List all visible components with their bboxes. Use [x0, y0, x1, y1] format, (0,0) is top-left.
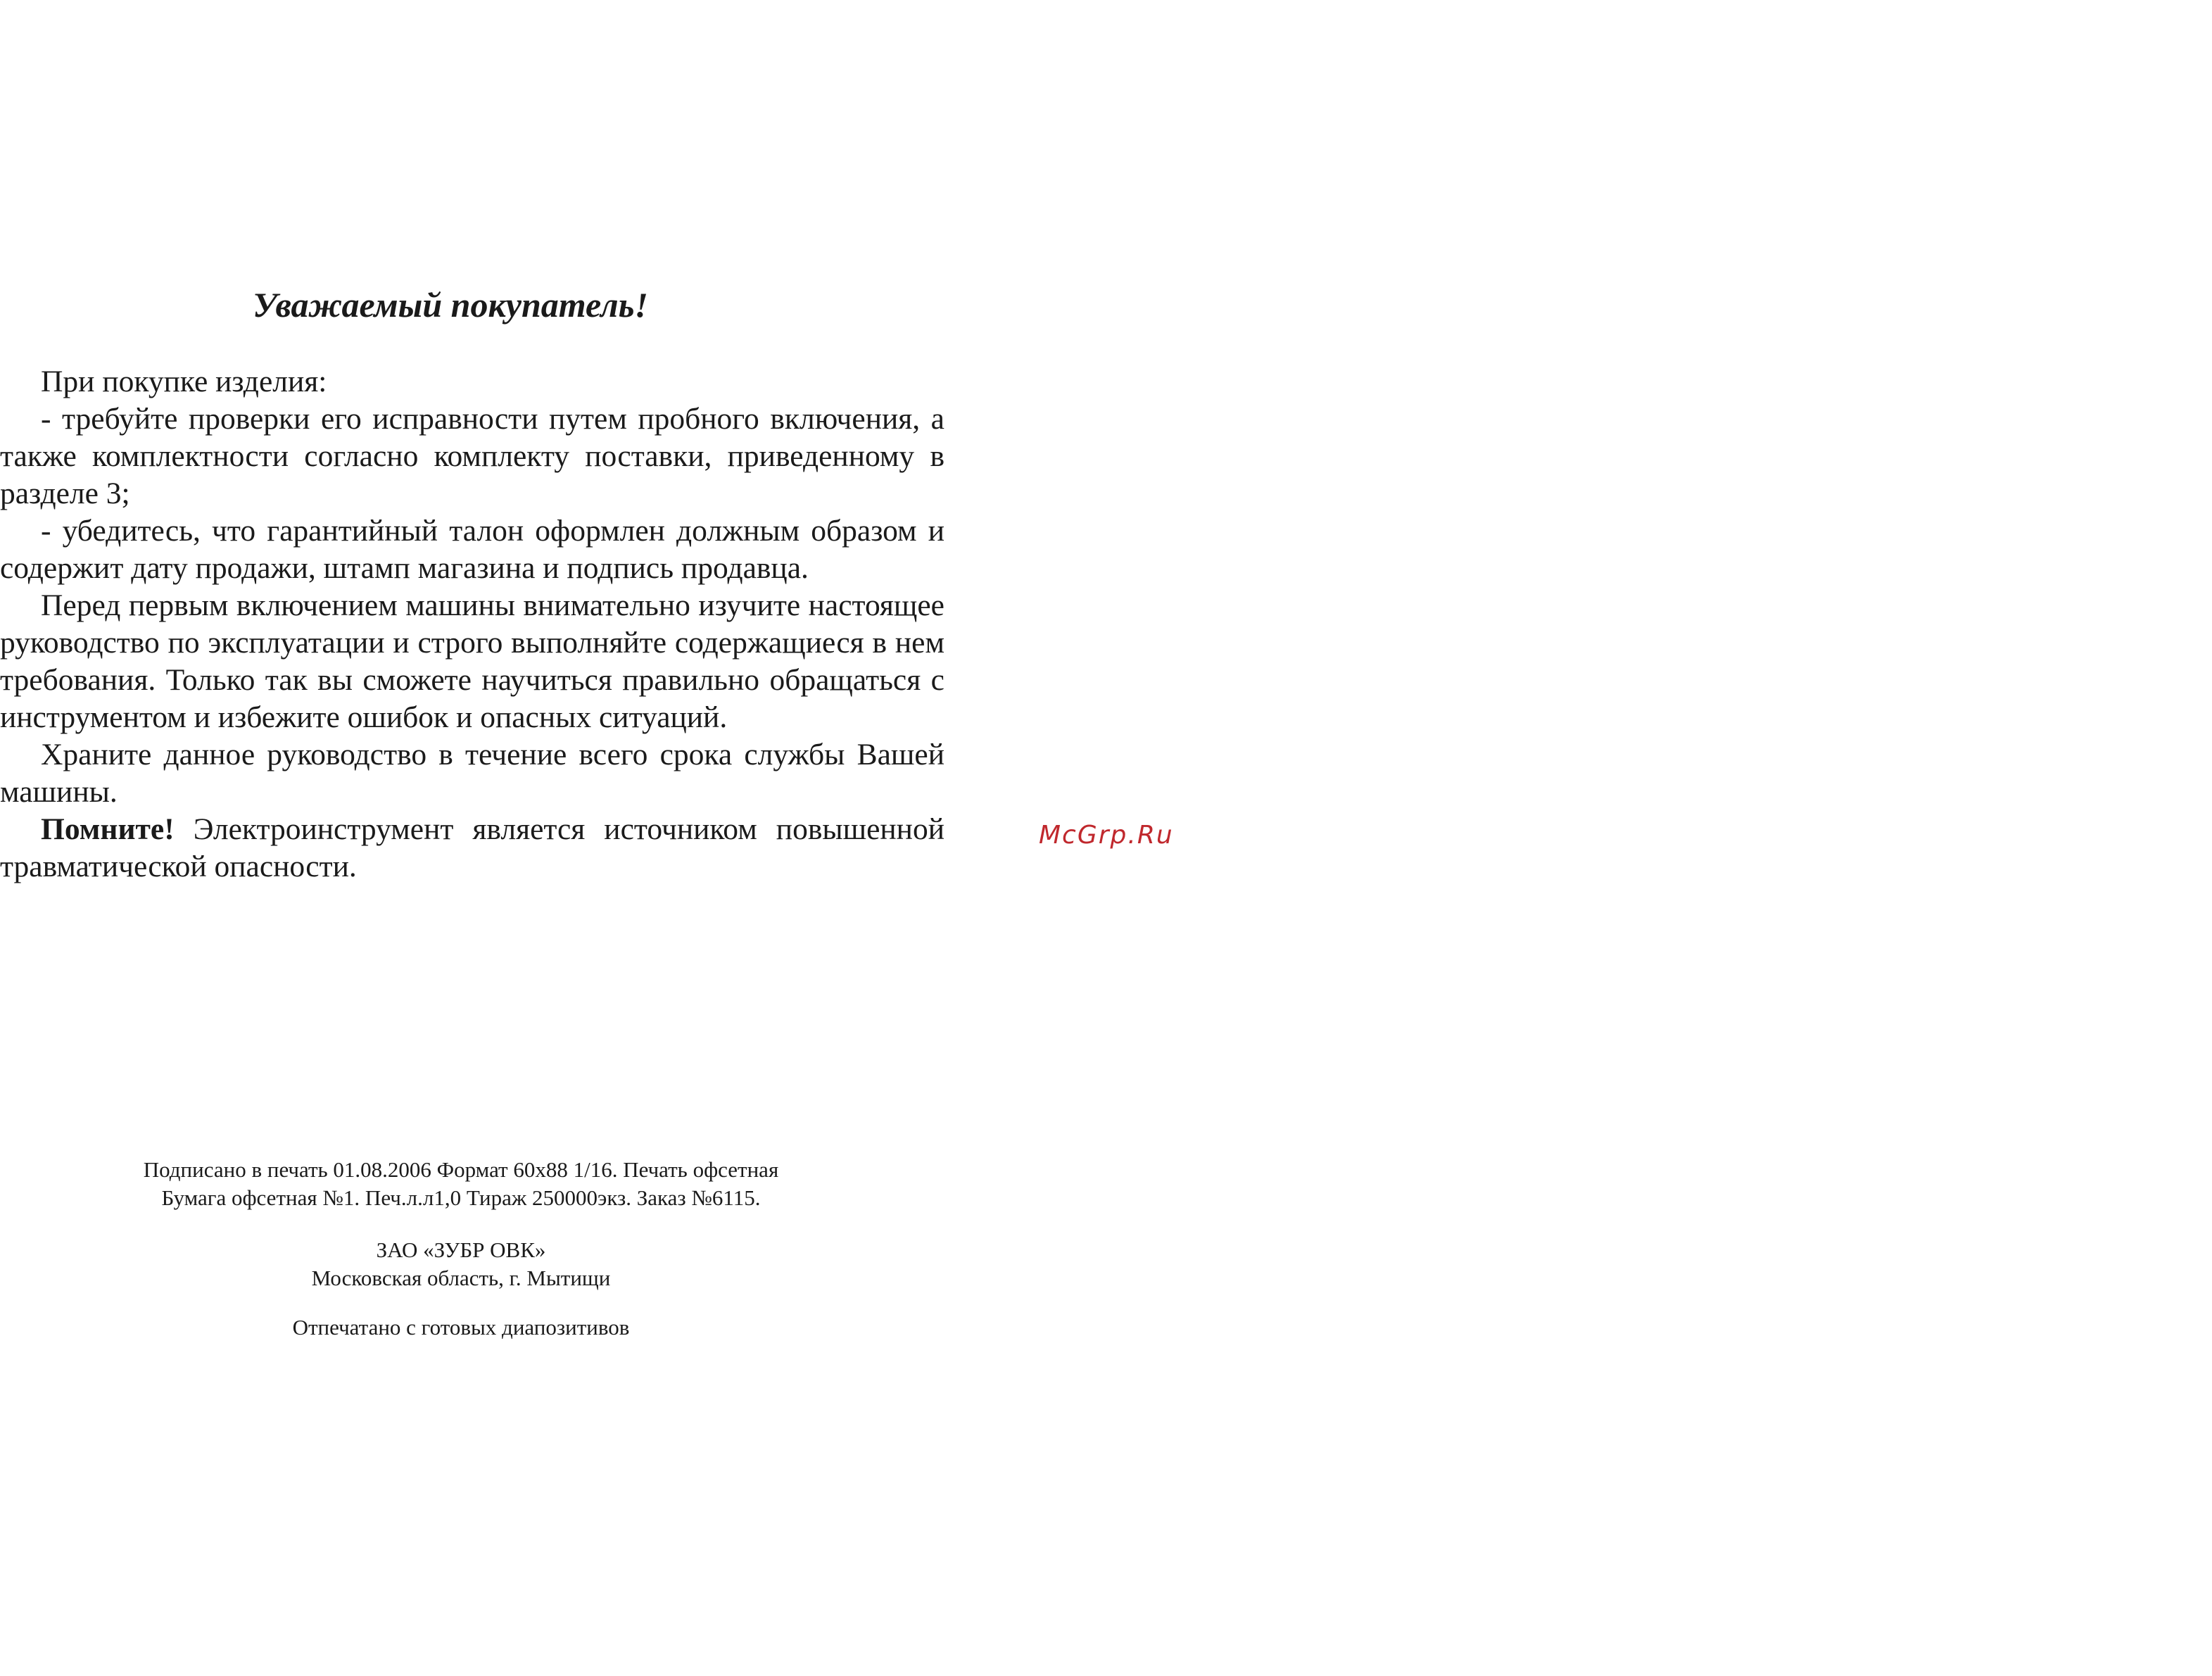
paragraph-check-item: - требуйте проверки его исправности путем пробного включения, а также комплектности согласно комплекту поставки, приведенному в разделе 3; — [0, 402, 944, 510]
paragraph-remember — [0, 811, 944, 886]
paragraph-manual: Перед первым включением машины внимательно изучите настоящее руководство по эксплуатации и строго выполняйте содержащиеся в нем требования. Только так вы сможете научиться правильно обращаться с инструментом и избежите ошибок и опасных ситуаций. — [0, 588, 944, 734]
paragraph-warranty-item: - убедитесь, что гарантийный талон оформлен должным образом и содержит дату продажи, штамп магазина и подпись продавца. — [0, 514, 944, 585]
printed-note-text: Отпечатано с готовых диапозитивов — [292, 1315, 630, 1340]
remember-label: Помните! — [41, 812, 175, 846]
remember-text: Электроинструмент является источником повышенной травматической опасности. — [0, 812, 944, 883]
greeting-heading: Уважаемый покупатель! — [253, 285, 648, 325]
body-text — [0, 363, 944, 886]
paragraph-keep: Храните данное руководство в течение всего срока службы Вашей машины. — [0, 738, 944, 809]
publisher-address: Московская область, г. Мытищи — [311, 1266, 611, 1290]
left-page — [0, 0, 947, 1676]
publisher-company: ЗАО «ЗУБР ОВК» — [376, 1237, 546, 1262]
print-details-line-2: Бумага офсетная №1. Печ.л.л1,0 Тираж 250000экз. Заказ №6115. — [161, 1185, 761, 1210]
publisher-block — [0, 1236, 922, 1292]
site-watermark: McGrp.Ru — [1039, 821, 1174, 850]
paragraph-intro: При покупке изделия: — [41, 365, 327, 398]
print-details — [0, 1156, 922, 1212]
printed-note — [0, 1313, 922, 1342]
print-details-line-1: Подписано в печать 01.08.2006 Формат 60х88 1/16. Печать офсетная — [143, 1157, 779, 1182]
